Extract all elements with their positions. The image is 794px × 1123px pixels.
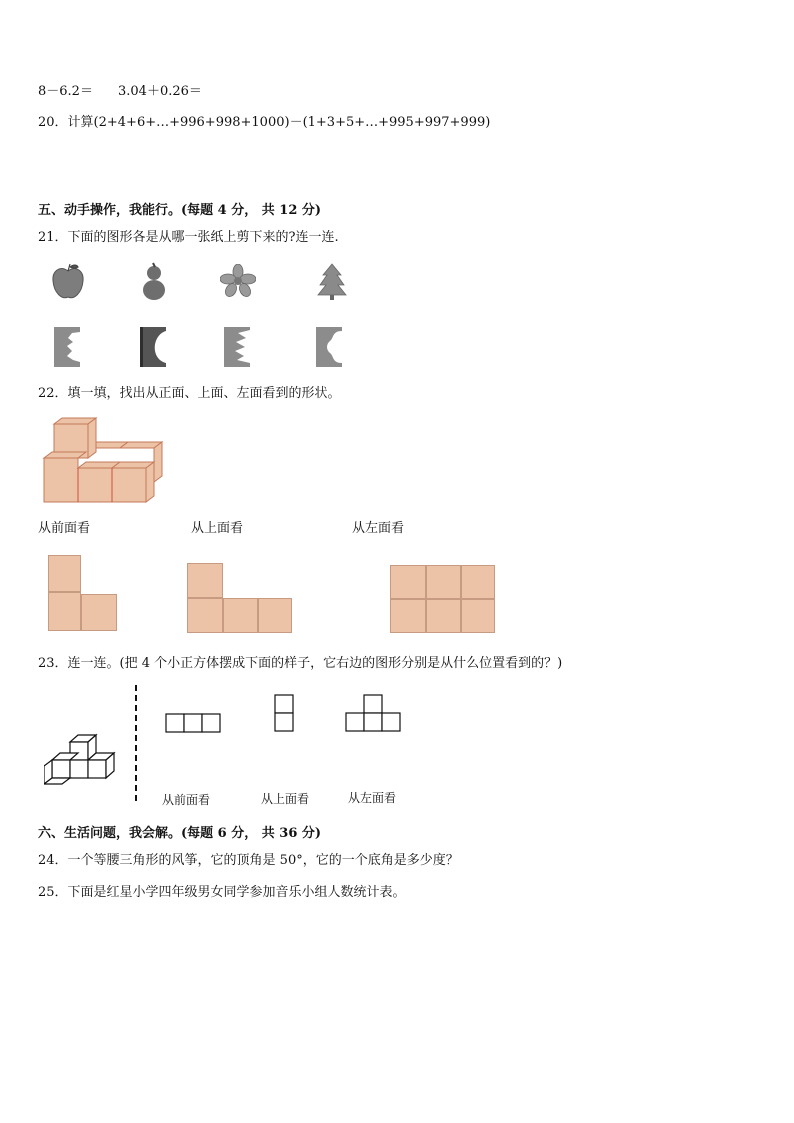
question-24: 24．一个等腰三角形的风筝，它的顶角是 50°，它的一个底角是多少度？ <box>38 853 459 868</box>
question-21: 21．下面的图形各是从哪一张纸上剪下来的?连一连. <box>38 230 339 245</box>
q23-top-view-label: 从上面看 <box>261 792 310 806</box>
grid-square <box>390 599 426 633</box>
grid-square <box>390 565 426 599</box>
paper-leaf-cut-icon <box>54 327 80 367</box>
paper-round-cut-icon <box>316 327 342 367</box>
grid-square <box>426 565 461 599</box>
grid-square <box>426 599 461 633</box>
q23-left-view-label: 从左面看 <box>348 791 397 805</box>
question-22: 22．填一填，找出从正面、上面、左面看到的形状。 <box>38 386 341 401</box>
section-5-heading: 五、动手操作，我能行。(每题 4 分， 共 12 分) <box>38 203 322 218</box>
paper-moon-cut-icon <box>140 327 166 367</box>
calc-item-b: 3.04＋0.26＝ <box>118 84 202 99</box>
flower-icon <box>220 264 256 298</box>
cube-stack-3d-figure <box>42 414 172 506</box>
q23-three-in-row-shape <box>165 712 223 734</box>
q23-t-shape <box>345 693 403 735</box>
section-6-heading: 六、生活问题，我会解。(每题 6 分， 共 36 分) <box>38 826 322 841</box>
tree-icon <box>316 263 348 301</box>
q22-left-view-grid <box>390 565 496 635</box>
q22-front-view-grid <box>48 555 118 633</box>
q22-left-view-label: 从左面看 <box>352 521 405 536</box>
apple-icon <box>50 263 86 301</box>
q23-cube-stack-figure <box>44 732 126 792</box>
paper-zigzag-cut-icon <box>224 327 250 367</box>
question-25: 25．下面是红星小学四年级男女同学参加音乐小组人数统计表。 <box>38 885 406 900</box>
grid-square <box>187 598 223 633</box>
grid-square <box>187 563 223 598</box>
q23-two-stacked-shape <box>273 694 297 734</box>
grid-square <box>223 598 258 633</box>
q23-front-view-label: 从前面看 <box>162 793 211 807</box>
q22-top-view-grid <box>187 563 293 635</box>
calc-item-a: 8－6.2＝ <box>38 84 93 99</box>
q22-front-view-label: 从前面看 <box>38 521 91 536</box>
gourd-icon <box>140 262 168 302</box>
grid-square <box>461 565 495 599</box>
grid-square <box>81 594 117 631</box>
q22-top-view-label: 从上面看 <box>191 521 244 536</box>
grid-square <box>461 599 495 633</box>
question-20: 20．计算(2+4+6+…+996+998+1000)－(1+3+5+…+995+997+999) <box>38 115 491 130</box>
question-23: 23．连一连。(把 4 个小正方体摆成下面的样子，它右边的图形分别是从什么位置看到的？) <box>38 656 563 671</box>
grid-square <box>48 555 81 592</box>
grid-square <box>258 598 292 633</box>
dashed-divider <box>134 685 138 805</box>
grid-square <box>48 592 81 631</box>
